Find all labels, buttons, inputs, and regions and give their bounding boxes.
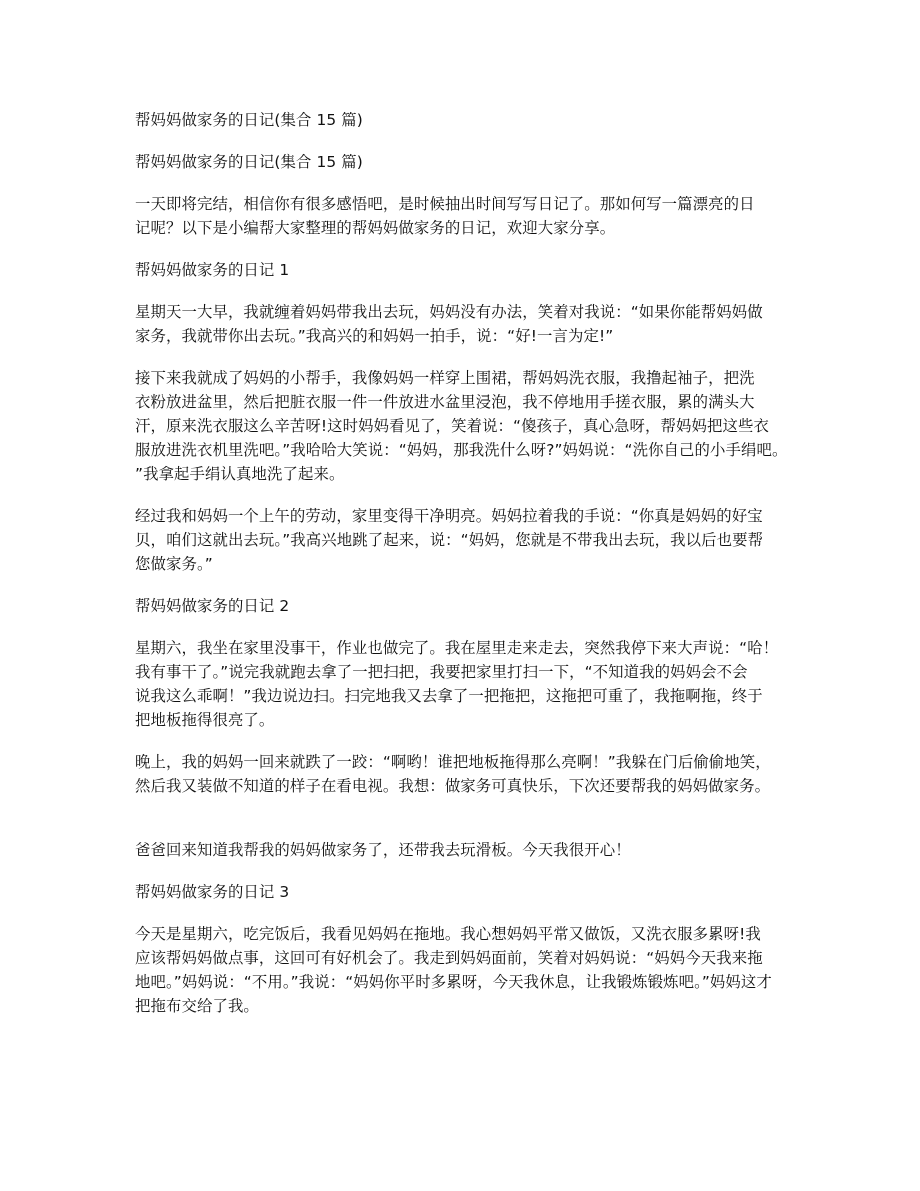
paragraph xyxy=(135,366,787,486)
text-line: 汗，原来洗衣服这么辛苦呀!这时妈妈看见了，笑着说：“傻孩子，真心急呀，帮妈妈把这些衣 xyxy=(135,417,769,435)
intro-paragraph xyxy=(135,192,787,240)
text-line: 今天是星期六，吃完饭后，我看见妈妈在拖地。我心想妈妈平常又做饭，又洗衣服多累呀!我 xyxy=(135,925,761,943)
paragraph xyxy=(135,300,787,348)
text-line: ”我拿起手绢认真地洗了起来。 xyxy=(135,465,345,483)
paragraph xyxy=(135,504,787,576)
text-line: 贝，咱们这就出去玩。”我高兴地跳了起来，说：“妈妈，您就是不带我出去玩，我以后也要帮 xyxy=(135,531,764,549)
paragraph xyxy=(135,750,787,798)
text-line: 您做家务。” xyxy=(135,555,213,573)
paragraph xyxy=(135,838,787,862)
text-line: 经过我和妈妈一个上午的劳动，家里变得干净明亮。妈妈拉着我的手说：“你真是妈妈的好宝 xyxy=(135,507,763,525)
text-line: 衣粉放进盆里，然后把脏衣服一件一件放进水盆里浸泡，我不停地用手搓衣服，累的满头大 xyxy=(135,393,755,411)
text-line: 说我这么乖啊！”我边说边扫。扫完地我又去拿了一把拖把，这拖把可重了，我拖啊拖，终于 xyxy=(135,687,763,705)
text-line: 接下来我就成了妈妈的小帮手，我像妈妈一样穿上围裙，帮妈妈洗衣服，我撸起袖子，把洗 xyxy=(135,369,755,387)
document-subtitle: 帮妈妈做家务的日记(集合 15 篇) xyxy=(135,153,363,171)
text-line: 服放进洗衣机里洗吧。”我哈哈大笑说：“妈妈，那我洗什么呀?”妈妈说：“洗你自己的小手绢吧。 xyxy=(135,441,788,459)
text-line: 然后我又装做不知道的样子在看电视。我想：做家务可真快乐，下次还要帮我的妈妈做家务。 xyxy=(135,777,771,795)
document-page xyxy=(135,108,787,1036)
section-heading: 帮妈妈做家务的日记 3 xyxy=(135,883,290,901)
text-line: 地吧。”妈妈说：“不用。”我说：“妈妈你平时多累呀，今天我休息，让我锻炼锻炼吧。”妈妈这才 xyxy=(135,973,772,991)
text-line: 把地板拖得很亮了。 xyxy=(135,711,275,729)
text-line: 应该帮妈妈做点事，这回可有好机会了。我走到妈妈面前，笑着对妈妈说：“妈妈今天我来拖 xyxy=(135,949,763,967)
text-line: 我有事干了。”说完我就跑去拿了一把扫把，我要把家里打扫一下，“不知道我的妈妈会不会 xyxy=(135,663,748,681)
document-title: 帮妈妈做家务的日记(集合 15 篇) xyxy=(135,111,363,129)
section-heading: 帮妈妈做家务的日记 2 xyxy=(135,597,290,615)
text-line: 把拖布交给了我。 xyxy=(135,997,259,1015)
paragraph xyxy=(135,922,787,1018)
text-line: 星期六，我坐在家里没事干，作业也做完了。我在屋里走来走去，突然我停下来大声说：“哈！ xyxy=(135,639,779,657)
text-line: 一天即将完结，相信你有很多感悟吧，是时候抽出时间写写日记了。那如何写一篇漂亮的日 xyxy=(135,195,755,213)
text-line: 晚上，我的妈妈一回来就跌了一跤：“啊哟！谁把地板拖得那么亮啊！”我躲在门后偷偷地笑， xyxy=(135,753,771,771)
text-line: 记呢？以下是小编帮大家整理的帮妈妈做家务的日记，欢迎大家分享。 xyxy=(135,219,616,237)
section-heading: 帮妈妈做家务的日记 1 xyxy=(135,261,290,279)
text-line: 爸爸回来知道我帮我的妈妈做家务了，还带我去玩滑板。今天我很开心！ xyxy=(135,841,631,859)
paragraph xyxy=(135,636,787,732)
text-line: 家务，我就带你出去玩。”我高兴的和妈妈一拍手，说：“好!一言为定!” xyxy=(135,327,614,345)
text-line: 星期天一大早，我就缠着妈妈带我出去玩，妈妈没有办法，笑着对我说：“如果你能帮妈妈做 xyxy=(135,303,763,321)
